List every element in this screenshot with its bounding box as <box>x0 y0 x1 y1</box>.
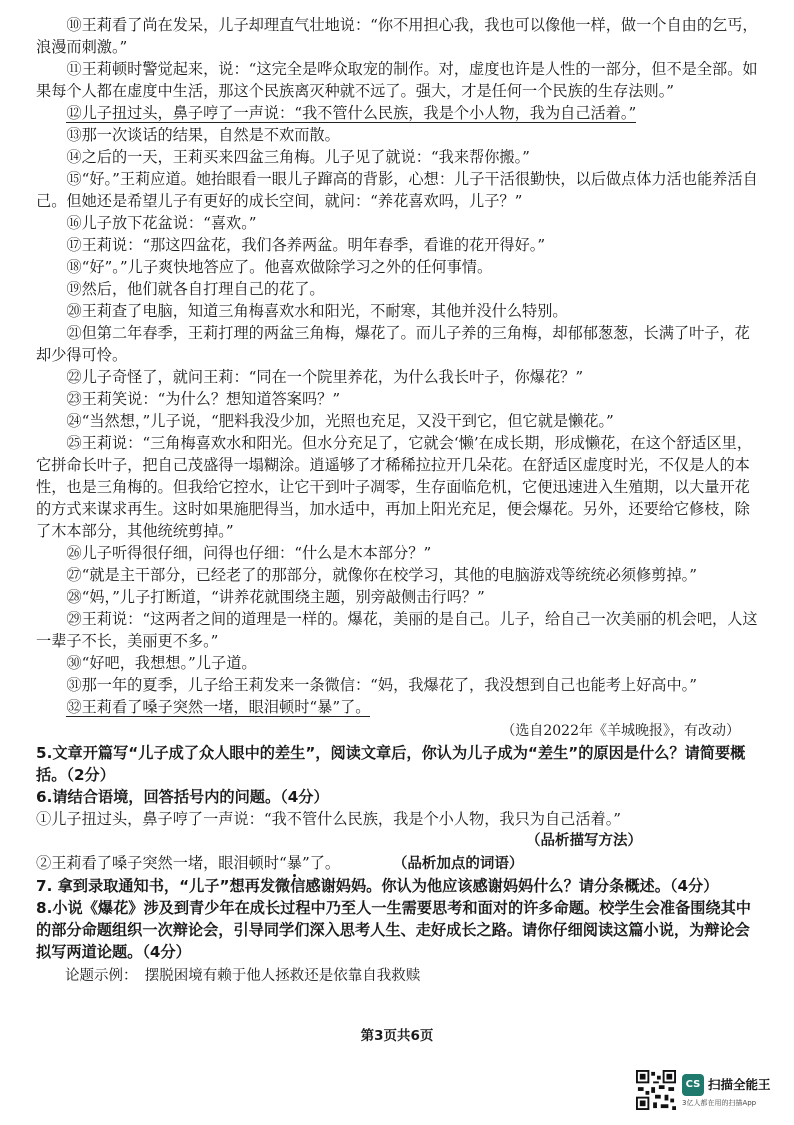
question-8: 8.小说《爆花》涉及到青少年在成长过程中乃至人一生需要思考和面对的许多命题。校学生会准备围绕其中的部分命题组织一次辩论会，引导同学们深入思考人生、走好成长之路。请你仔细阅读这篇小说，为辩论会拟写两道论题。（4分） <box>36 899 751 961</box>
paragraph-24: ㉔“当然想，”儿子说，“肥料我没少加，光照也充足，又没干到它，但它就是懒花。” <box>66 412 614 430</box>
topic-example: 论题示例： 摆脱困境有赖于他人拯救还是依靠自我救赎 <box>65 968 421 984</box>
exam-page <box>36 14 758 987</box>
question-6-hint-2: （品析加点的词语） <box>400 856 524 872</box>
paragraph-10: ⑩王莉看了尚在发呆，儿子却理直气壮地说：“你不用担心我，我也可以像他一样，做一个自由的乞丐，浪漫而刺激。” <box>36 16 758 56</box>
question-5: 5.文章开篇写“儿子成了众人眼中的差生”，阅读文章后，你认为儿子成为“差生”的原因是什么？请简要概括。（2分） <box>36 744 746 784</box>
scanner-watermark <box>636 1070 786 1114</box>
item-2-prefix: ②王莉看了嗓子突然一堵，眼泪顿时“ <box>36 854 287 872</box>
paragraph-29: ㉙王莉说：“这两者之间的道理是一样的。爆花，美丽的是自己。儿子，给自己一次美丽的机会吧，人这一辈子不长，美丽更不多。” <box>36 610 758 650</box>
paragraph-11: ⑪王莉顿时警觉起来，说：“这完全是哗众取宠的制作。对，虚度也许是人性的一部分，但不是全部。如果每个人都在虚度中生活，那这个民族离灭种就不远了。强大，才是任何一个民族的生存法则。” <box>36 60 758 100</box>
paragraph-18: ⑱“好”。”儿子爽快地答应了。他喜欢做除学习之外的任何事情。 <box>66 258 493 276</box>
brand-tagline: 3亿人都在用的扫描App <box>682 1099 757 1107</box>
paragraph-27: ㉗“就是主干部分，已经老了的那部分，就像你在校学习，其他的电脑游戏等统统必须修剪掉。” <box>66 566 698 584</box>
dotted-word: 暴 <box>286 854 302 872</box>
item-2-suffix: ”了。 <box>301 854 341 872</box>
source-note: （选自2022年《羊城晚报》，有改动） <box>501 723 740 739</box>
underlined-sentence: ㉜王莉看了嗓子突然一堵，眼泪顿时“暴”了。 <box>66 698 371 716</box>
paragraph-28: ㉘“妈，”儿子打断道，“讲养花就围绕主题，别旁敲侧击行吗？” <box>66 588 485 606</box>
paragraph-22: ㉒儿子奇怪了，就问王莉：“同在一个院里养花，为什么我长叶子，你爆花？” <box>66 368 584 386</box>
questions <box>36 742 758 987</box>
underlined-sentence: ⑫儿子扭过头，鼻子哼了一声说：“我不管什么民族，我是个小人物，我为自己活着。” <box>66 104 637 122</box>
paragraph-25: ㉕王莉说：“三角梅喜欢水和阳光。但水分充足了，它就会‘懒’在成长期，形成懒花，在这个舒适区里，它拼命长叶子，把自己茂盛得一塌糊涂。逍遥够了才稀稀拉拉开几朵花。在舒适区虚度时光，不仅是人的本性，也是三角梅的。但我给它控水，让它干到叶子凋零，生存面临危机，它便迅速进入生殖期，以大量开花的方式来谋求再生。这时如果施肥得当，加水适中，再加上阳光充足，便会爆花。另外，还要给它修枝，除了木本部分，其他统统剪掉。” <box>36 434 753 540</box>
paragraph-16: ⑯儿子放下花盆说：“喜欢。” <box>66 214 257 232</box>
paragraph-23: ㉓王莉笑说：“为什么？想知道答案吗？” <box>66 390 341 408</box>
paragraph-31: ㉛那一年的夏季，儿子给王莉发来一条微信：“妈，我爆花了，我没想到自己也能考上好高中。” <box>66 676 698 694</box>
brand-name: 扫描全能王 <box>708 1077 771 1092</box>
paragraph-12 <box>36 102 758 124</box>
cs-logo-icon: CS <box>682 1074 704 1096</box>
paragraph-20: ⑳王莉查了电脑，知道三角梅喜欢水和阳光，不耐寒，其他并没什么特别。 <box>66 302 568 320</box>
paragraph-15: ⑮“好。”王莉应道。她抬眼看一眼儿子蹿高的背影，心想：儿子干活很勤快，以后做点体力活也能养活自己。但她还是希望儿子有更好的成长空间，就问：“养花喜欢吗，儿子？” <box>36 170 758 210</box>
page-number: 第3页共6页 <box>360 1028 434 1044</box>
question-6: 6.请结合语境，回答括号内的问题。（4分） <box>36 788 329 806</box>
paragraph-19: ⑲然后，他们就各自打理自己的花了。 <box>66 280 325 298</box>
qr-code-icon <box>636 1070 676 1110</box>
paragraph-17: ⑰王莉说：“那这四盆花，我们各养两盆。明年春季，看谁的花开得好。” <box>66 236 546 254</box>
question-6-item-2 <box>36 852 758 875</box>
question-6-item-1: ①儿子扭过头，鼻子哼了一声说：“我不管什么民族，我是个小人物，我只为自己活着。” <box>36 810 622 828</box>
story-body <box>36 14 758 742</box>
question-7: 7. 拿到录取通知书，“儿子”想再发微信感谢妈妈。你认为他应该感谢妈妈什么？请分条概述。（4分） <box>36 877 719 895</box>
paragraph-13: ⑬那一次谈话的结果，自然是不欢而散。 <box>66 126 340 144</box>
paragraph-30: ㉚“好吧，我想想。”儿子道。 <box>66 654 257 672</box>
paragraph-14: ⑭之后的一天，王莉买来四盆三角梅。儿子见了就说：“我来帮你搬。” <box>66 148 530 166</box>
paragraph-26: ㉖儿子听得很仔细，问得也仔细：“什么是木本部分？” <box>66 544 432 562</box>
paragraph-21: ㉑但第二年春季，王莉打理的两盆三角梅，爆花了。而儿子养的三角梅，却郁郁葱葱，长满了叶子，花却少得可怜。 <box>36 324 750 364</box>
question-6-hint-1: （品析描写方法） <box>526 833 642 849</box>
paragraph-32 <box>36 696 758 718</box>
